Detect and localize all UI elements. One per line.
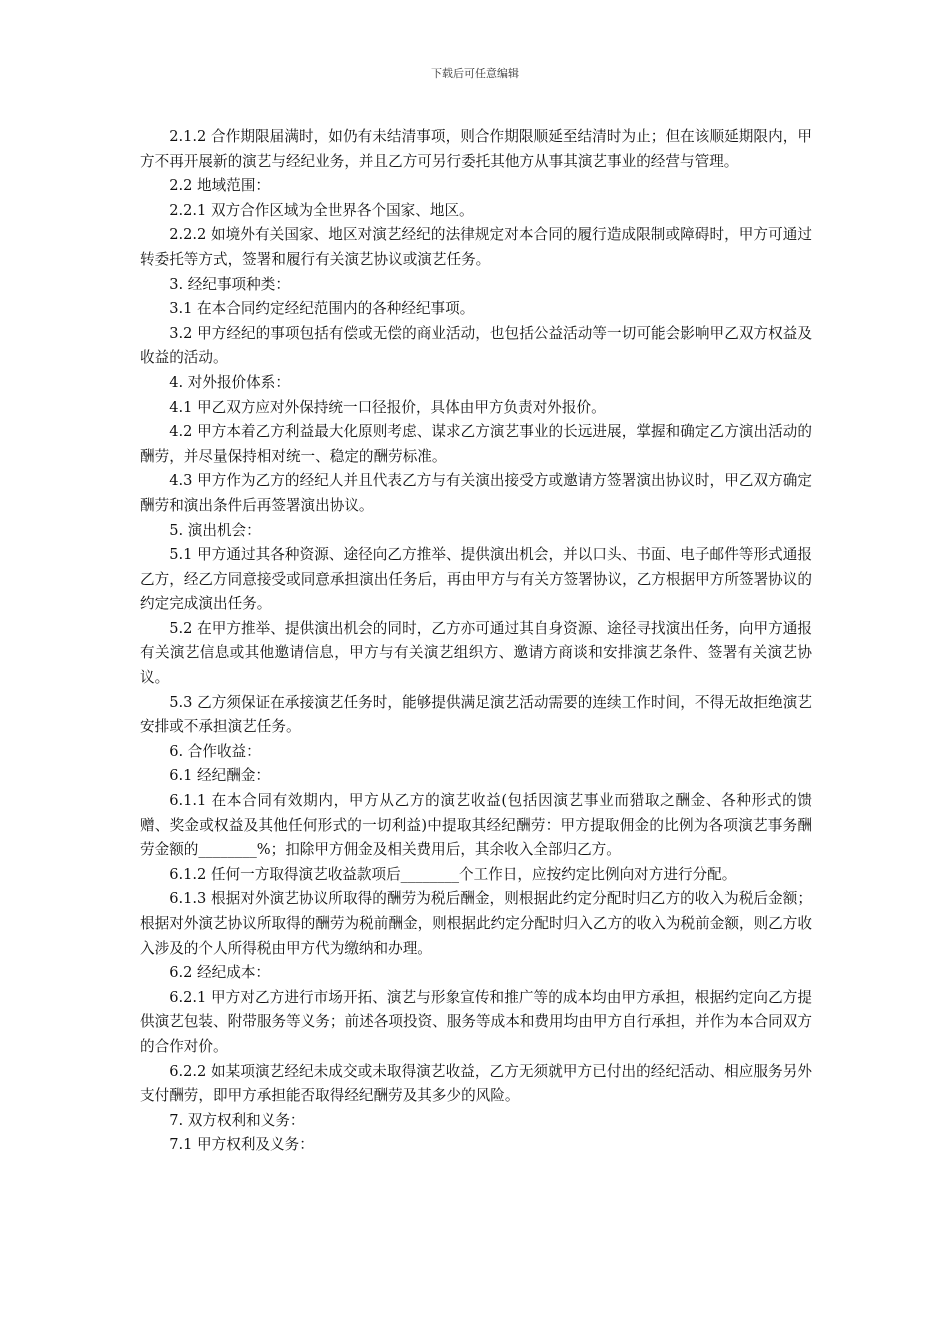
clause-5-3: 5.3 乙方须保证在承接演艺任务时，能够提供满足演艺活动需要的连续工作时间，不得无故拒绝演艺安排或不承担演艺任务。 [140, 693, 812, 736]
clause-4-2: 4.2 甲方本着乙方利益最大化原则考虑、谋求乙方演艺事业的长远进展，掌握和确定乙方演出活动的酬劳，并尽量保持相对统一、稳定的酬劳标准。 [140, 423, 812, 465]
clause-6-1-2: 6.1.2 任何一方取得演艺收益款项后________个工作日，应按约定比例向对方进行分配。 [169, 865, 737, 883]
heading-3: 3. 经纪事项种类： [169, 275, 290, 293]
heading-2-2: 2.2 地域范围： [169, 177, 271, 195]
clause-6-2-2: 6.2.2 如某项演艺经纪未成交或未取得演艺收益，乙方无须就甲方已付出的经纪活动、相应服务另外支付酬劳，即甲方承担能否取得经纪酬劳及其多少的风险。 [140, 1062, 812, 1105]
clause-5-1: 5.1 甲方通过其各种资源、途径向乙方推举、提供演出机会，并以口头、书面、电子邮件等形式通报乙方，经乙方同意接受或同意承担演出任务后，再由甲方与有关方签署协议，乙方根据甲方所签署协议的约定完成演出任务。 [140, 546, 812, 613]
document-body [140, 125, 812, 1158]
clause-6-1-3: 6.1.3 根据对外演艺协议所取得的酬劳为税后酬金，则根据此约定分配时归乙方的收入为税后金额；根据对外演艺协议所取得的酬劳为税前酬金，则根据此约定分配时归入乙方的收入为税前金额，则乙方收入涉及的个人所得税由甲方代为缴纳和办理。 [140, 890, 812, 957]
clause-5-2: 5.2 在甲方推举、提供演出机会的同时，乙方亦可通过其自身资源、途径寻找演出任务，向甲方通报有关演艺信息或其他邀请信息，甲方与有关演艺组织方、邀请方商谈和安排演艺条件、签署有关演艺协议。 [140, 619, 812, 687]
heading-6-1: 6.1 经纪酬金： [169, 767, 271, 785]
clause-3-2: 3.2 甲方经纪的事项包括有偿或无偿的商业活动，也包括公益活动等一切可能会影响甲乙双方权益及收益的活动。 [140, 324, 812, 367]
heading-6: 6. 合作收益： [169, 742, 261, 760]
page-header-note: 下载后可任意编辑 [431, 67, 519, 80]
clause-6-1-1: 6.1.1 在本合同有效期内，甲方从乙方的演艺收益(包括因演艺事业而猎取之酬金、各种形式的馈赠、奖金或权益及其他任何形式的一切利益)中提取其经纪酬劳：甲方提取佣金的比例为各项演艺事务酬劳金额的________%；扣除甲方佣金及相关费用后，其余收入全部归乙方。 [140, 792, 812, 859]
heading-6-2: 6.2 经纪成本： [169, 964, 271, 982]
clause-4-1: 4.1 甲乙双方应对外保持统一口径报价，具体由甲方负责对外报价。 [169, 398, 606, 416]
clause-3-1: 3.1 在本合同约定经纪范围内的各种经纪事项。 [169, 300, 475, 318]
heading-5: 5. 演出机会： [169, 521, 261, 539]
clause-2-1-2: 2.1.2 合作期限届满时，如仍有未结清事项，则合作期限顺延至结清时为止；但在该顺延期限内，甲方不再开展新的演艺与经纪业务，并且乙方可另行委托其他方从事其演艺事业的经营与管理。 [140, 128, 812, 170]
heading-7: 7. 双方权利和义务： [169, 1111, 305, 1129]
clause-2-2-1: 2.2.1 双方合作区域为全世界各个国家、地区。 [169, 201, 474, 219]
heading-4: 4. 对外报价体系： [169, 373, 290, 391]
clause-2-2-2: 2.2.2 如境外有关国家、地区对演艺经纪的法律规定对本合同的履行造成限制或障碍时，甲方可通过转委托等方式，签署和履行有关演艺协议或演艺任务。 [140, 226, 812, 268]
clause-4-3: 4.3 甲方作为乙方的经纪人并且代表乙方与有关演出接受方或邀请方签署演出协议时，甲乙双方确定酬劳和演出条件后再签署演出协议。 [140, 472, 812, 514]
heading-7-1: 7.1 甲方权利及义务： [169, 1136, 314, 1154]
clause-6-2-1: 6.2.1 甲方对乙方进行市场开拓、演艺与形象宣传和推广等的成本均由甲方承担，根据约定向乙方提供演艺包装、附带服务等义务；前述各项投资、服务等成本和费用均由甲方自行承担，并作为本合同双方的合作对价。 [140, 988, 812, 1055]
